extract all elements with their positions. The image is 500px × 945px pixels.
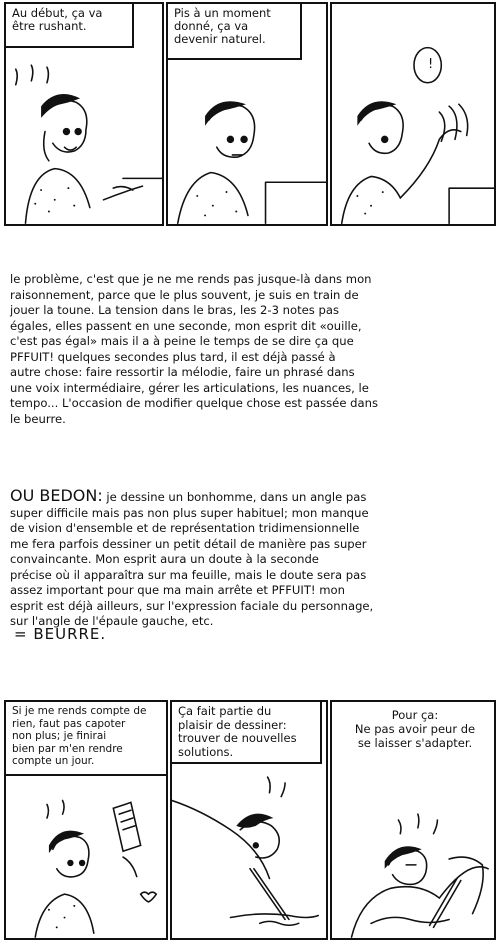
paragraph-1: le problème, c'est que je ne me rends pas jusque-là dans mon raisonnement, parce que le plus souvent, je suis en train de jouer la toune. La tension dans le bras, les 2-3 notes pas égales, elles passent en une seconde, mon esprit dit «ouille, c'est pas égal» mais il a à peine le temps de se dire ça que PFFUIT! quelques secondes plus tard, il est déjà passé à autre chose: faire ressortir la mélodie, faire un phrasé dans une voix intermédiaire, gérer les articulations, les nuances, le tempo... L'occasion de modifier quelque chose est passée dans le beurre. <box>10 272 378 426</box>
comic-panel-2 <box>166 2 328 226</box>
comic-panel-1 <box>4 2 164 226</box>
comic-panel-4 <box>4 700 168 940</box>
panel-3-exclamation: ! <box>428 57 434 72</box>
comic-panel-3 <box>330 2 496 226</box>
panel-6-caption: Pour ça: Ne pas avoir peur de se laisser s'adapter. <box>354 708 476 750</box>
panel-2-caption: Pis à un moment donné, ça va devenir naturel. <box>168 4 302 60</box>
comic-panel-6 <box>330 700 496 940</box>
panel-3-drawing <box>332 4 494 224</box>
beurre-line: = BEURRE. <box>14 625 107 643</box>
comic-panel-5 <box>170 700 328 940</box>
paragraph-2 <box>10 488 492 630</box>
panel-5-caption: Ça fait partie du plaisir de dessiner: trouver de nouvelles solutions. <box>172 702 322 764</box>
panel-4-caption: Si je me rends compte de rien, faut pas capoter non plus; je finirai bien par m'en rendre compte un jour. <box>6 702 168 776</box>
panel-1-caption: Au début, ça va être rushant. <box>6 4 134 48</box>
paragraph-2-lead: OU BEDON: <box>10 486 103 505</box>
paragraph-2-body: je dessine un bonhomme, dans un angle pas super difficile mais pas non plus super habituel; mon manque de vision d'ensemble et de représentation tridimensionnelle me fera parfois dessiner un petit détail de manière pas super convaincante. Mon esprit aura un doute à la seconde précise où il apparaîtra sur ma feuille, mais le doute sera pas assez important pour que ma main arrête et PFFUIT! mon esprit est déjà ailleurs, sur l'expression faciale du personnage, sur l'angle de l'épaule gauche, etc. <box>10 490 374 628</box>
